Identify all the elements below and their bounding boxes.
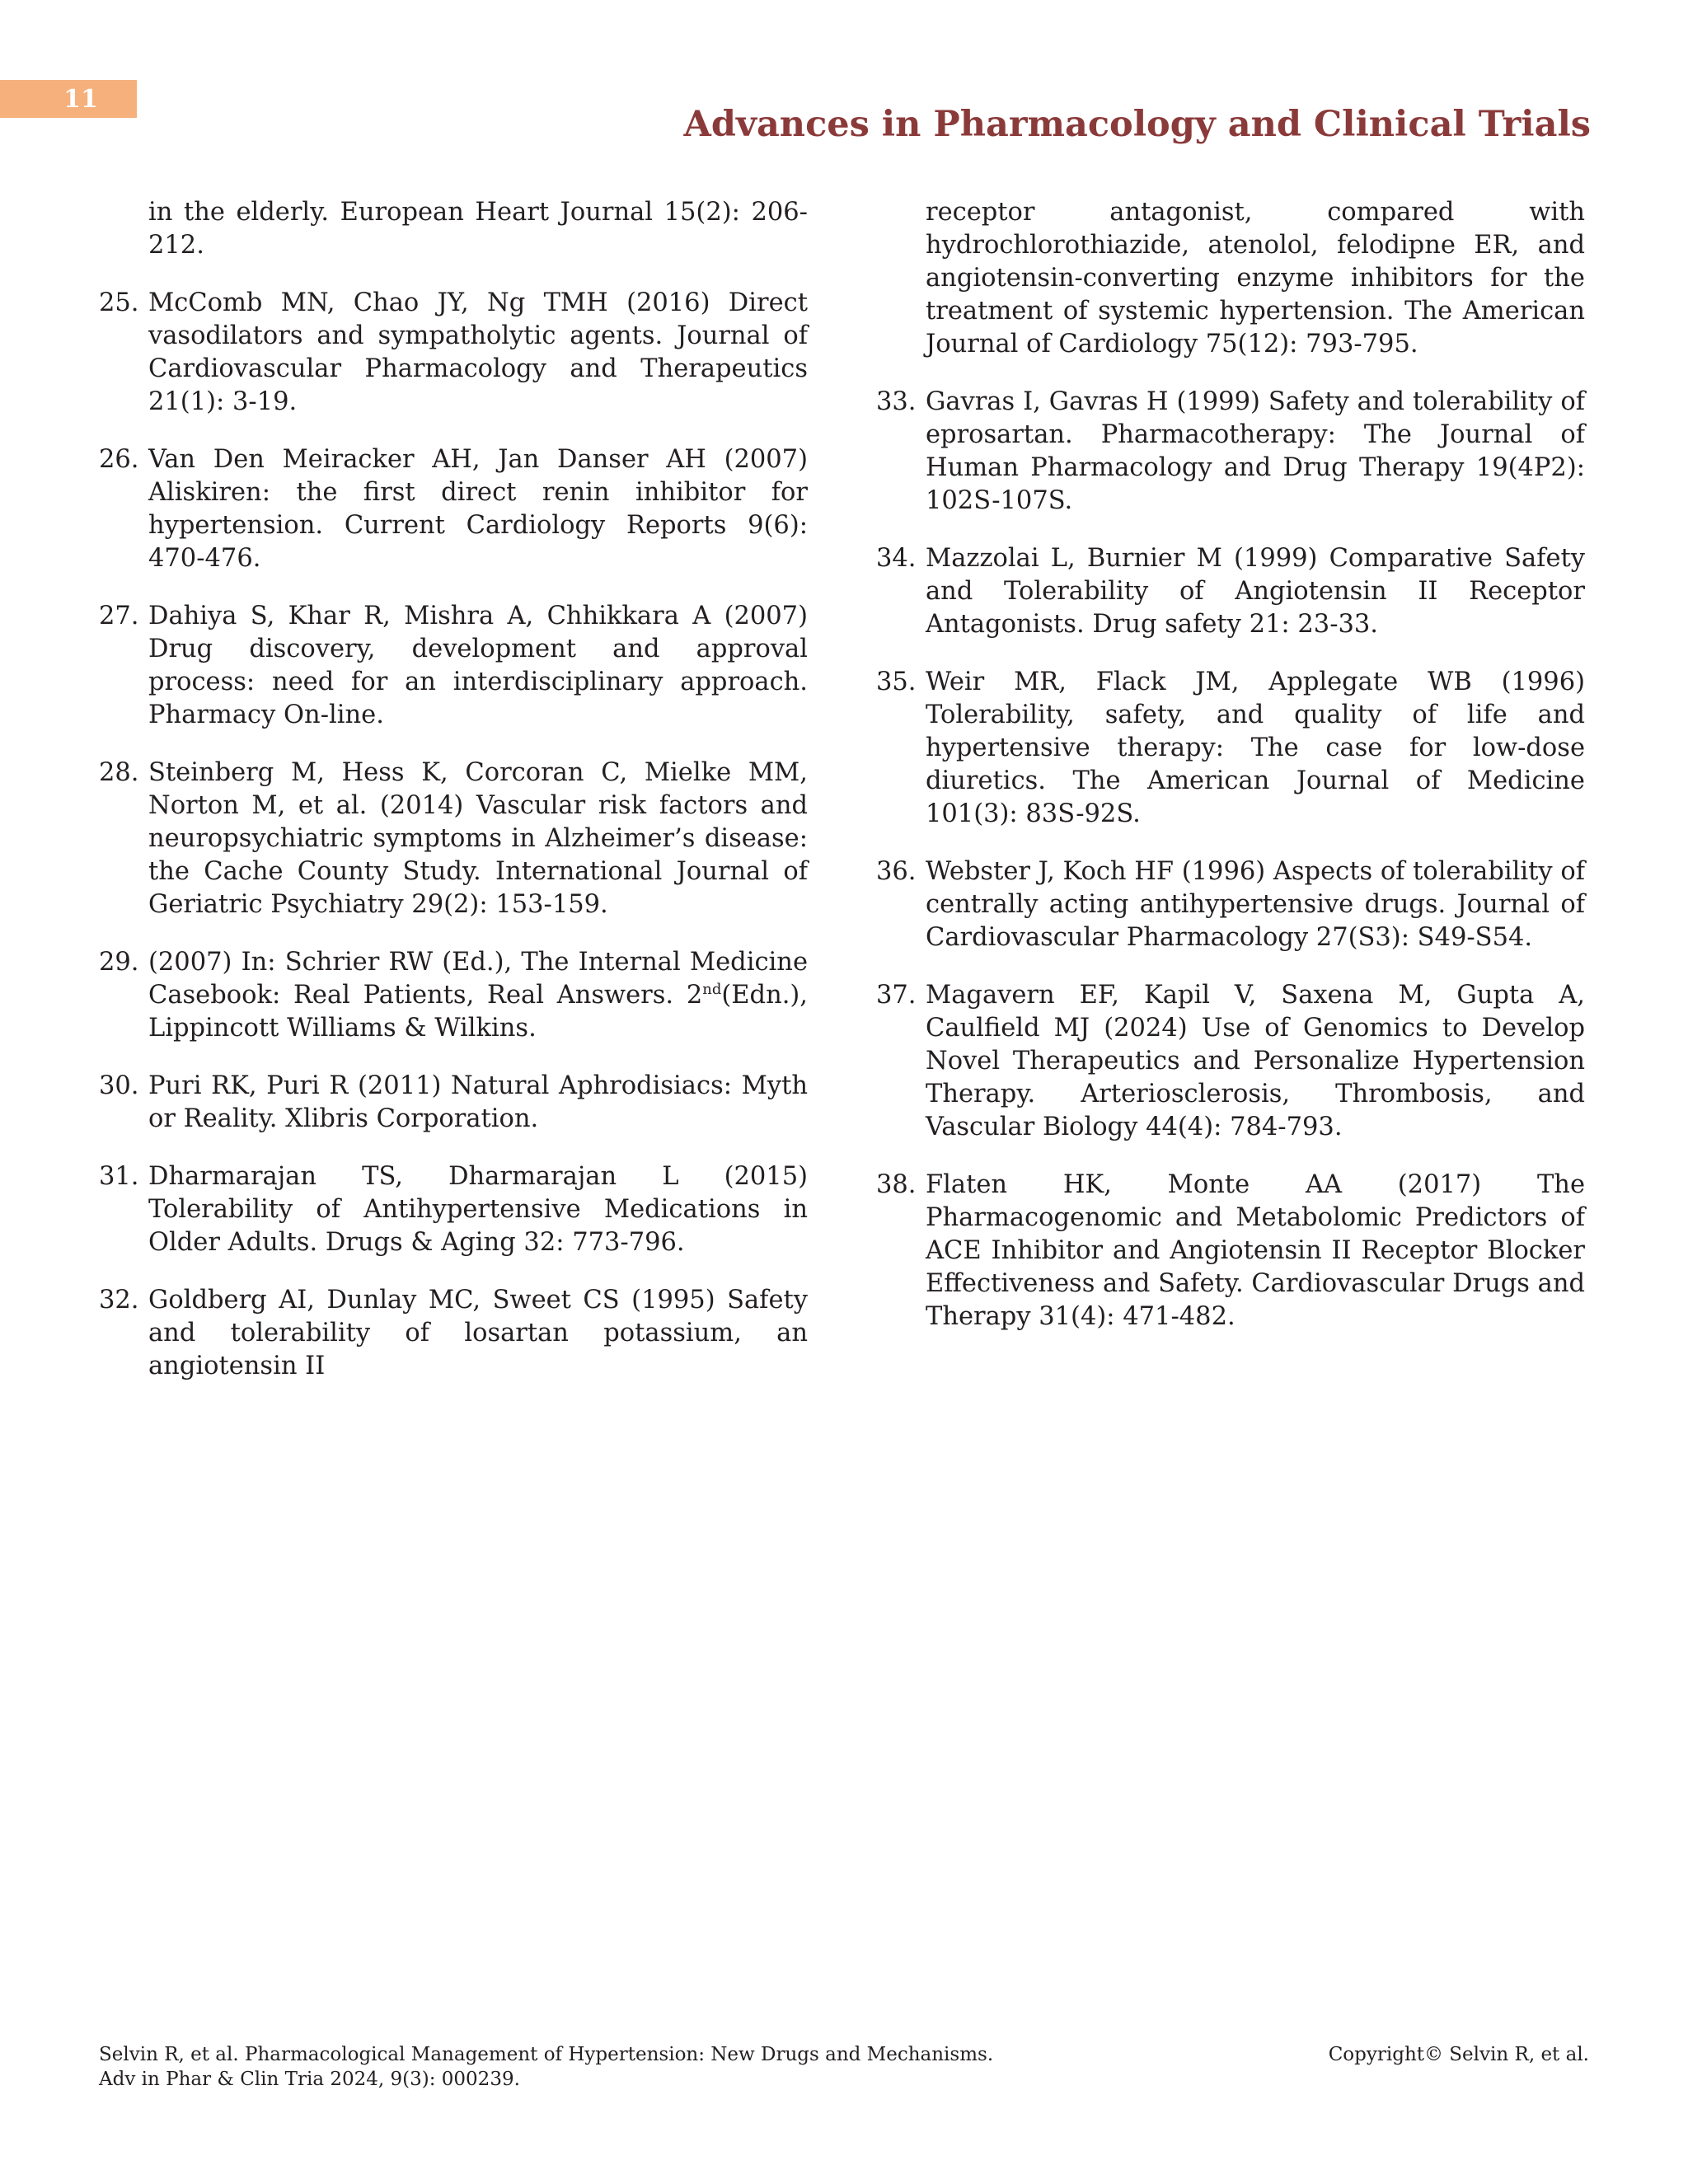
reference-number: 32. [99,1286,139,1315]
reference-number: 33. [876,387,917,416]
reference-continuation: receptor antagonist, compared with hydrochlorothiazide, atenolol, felodipne ER, and angiotensin-converting enzyme inhibitors for the treatment of systemic hypertension. The American Journal of Cardiology 75(12): 793-795. [926,198,1585,359]
reference-29 [99,946,808,1045]
reference-number: 30. [99,1071,139,1100]
reference-number: 28. [99,758,139,787]
reference-text [148,946,808,1045]
reference-38 [876,1169,1585,1333]
reference-text-part: (2007) In: Schrier RW (Ed.), The Internal Medicine Casebook: Real Patients, Real Answers. 2 [148,948,808,1010]
reference-number: 34. [876,544,917,573]
superscript: nd [702,980,722,998]
reference-text: Dharmarajan TS, Dharmarajan L (2015) Tolerability of Antihypertensive Medications in Older Adults. Drugs & Aging 32: 773-796. [148,1162,808,1257]
reference-continuation: in the elderly. European Heart Journal 15(2): 206-212. [148,198,808,260]
reference-26 [99,443,808,575]
reference-number: 38. [876,1170,917,1199]
reference-text: Dahiya S, Khar R, Mishra A, Chhikkara A (2007) Drug discovery, development and approval process: need for an interdisciplinary approach. Pharmacy On-line. [148,602,808,729]
reference-32 [99,1284,808,1383]
reference-25 [99,287,808,419]
reference-33 [876,386,1585,518]
footer-citation-line: Selvin R, et al. Pharmacological Management of Hypertension: New Drugs and Mechanisms. [99,2044,994,2065]
reference-text: Goldberg AI, Dunlay MC, Sweet CS (1995) Safety and tolerability of losartan potassium, an angiotensin II [148,1286,808,1380]
page-number: 11 [63,84,98,114]
reference-text: Weir MR, Flack JM, Applegate WB (1996) Tolerability, safety, and quality of life and hypertensive therapy: The case for low-dose diuretics. The American Journal of Medicine 101(3): 83S-92S. [926,668,1585,828]
reference-text: Flaten HK, Monte AA (2017) The Pharmacogenomic and Metabolomic Predictors of ACE Inhibitor and Angiotensin II Receptor Blocker Effectiveness and Safety. Cardiovascular Drugs and Therapy 31(4): 471-482. [926,1170,1585,1331]
footer-citation [99,2042,1253,2092]
reference-text: McComb MN, Chao JY, Ng TMH (2016) Direct vasodilators and sympatholytic agents. Journal of Cardiovascular Pharmacology and Therapeutics 21(1): 3-19. [148,288,808,416]
footer-copyright: Copyright© Selvin R, et al. [1328,2044,1589,2065]
reference-text: Magavern EF, Kapil V, Saxena M, Gupta A, Caulfield MJ (2024) Use of Genomics to Develop Novel Therapeutics and Personalize Hypertension Therapy. Arteriosclerosis, Thrombosis, and Vascular Biology 44(4): 784-793. [926,981,1585,1141]
reference-text-part: (Edn.), Lippincott Williams & Wilkins. [148,981,808,1043]
reference-34 [876,542,1585,641]
reference-number: 37. [876,981,917,1010]
reference-30 [99,1070,808,1136]
reference-text: Puri RK, Puri R (2011) Natural Aphrodisiacs: Myth or Reality. Xlibris Corporation. [148,1071,808,1133]
reference-text: Webster J, Koch HF (1996) Aspects of tolerability of centrally acting antihypertensive drugs. Journal of Cardiovascular Pharmacology 27(S3): S49-S54. [926,857,1585,952]
reference-text: Mazzolai L, Burnier M (1999) Comparative Safety and Tolerability of Angiotensin II Receptor Antagonists. Drug safety 21: 23-33. [926,544,1585,639]
page-number-badge [0,80,137,118]
reference-number: 25. [99,288,139,317]
reference-text: Van Den Meiracker AH, Jan Danser AH (2007) Aliskiren: the first direct renin inhibitor for hypertension. Current Cardiology Reports 9(6): 470-476. [148,445,808,573]
reference-36 [876,855,1585,954]
reference-number: 36. [876,857,917,886]
reference-37 [876,979,1585,1144]
reference-number: 26. [99,445,139,474]
reference-number: 27. [99,602,139,630]
reference-35 [876,666,1585,831]
reference-number: 35. [876,668,917,696]
reference-27 [99,600,808,732]
reference-28 [99,757,808,921]
reference-text: Gavras I, Gavras H (1999) Safety and tolerability of eprosartan. Pharmacotherapy: The Journal of Human Pharmacology and Drug Therapy 19(4P2): 102S-107S. [926,387,1585,515]
references-left-column [99,196,808,1408]
reference-number: 29. [99,948,139,977]
journal-title: Advances in Pharmacology and Clinical Trials [683,104,1591,145]
reference-31 [99,1160,808,1259]
footer-citation-line: Adv in Phar & Clin Tria 2024, 9(3): 000239. [99,2069,520,2090]
reference-number: 31. [99,1162,139,1191]
reference-text: Steinberg M, Hess K, Corcoran C, Mielke MM, Norton M, et al. (2014) Vascular risk factors and neuropsychiatric symptoms in Alzheimer’s disease: the Cache County Study. International Journal of Geriatric Psychiatry 29(2): 153-159. [148,758,808,919]
references-right-column [876,196,1585,1358]
